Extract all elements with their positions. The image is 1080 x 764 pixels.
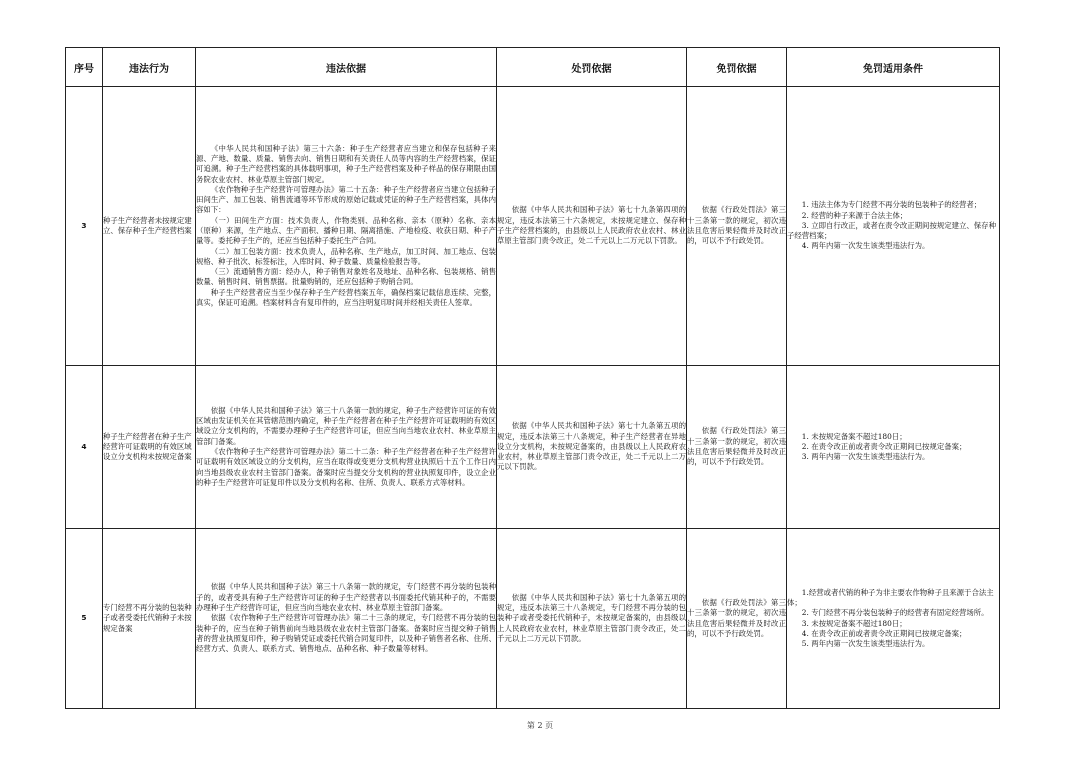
condition-item: 2. 在责令改正前或者责令改正期间已按规定备案； [801, 441, 967, 451]
exemption-basis [687, 366, 787, 529]
header-penalty: 处罚依据 [497, 48, 687, 87]
row-number: 3 [66, 87, 103, 366]
header-exempt: 免罚依据 [687, 48, 787, 87]
exemption-basis-text: 依据《行政处罚法》第三十三条第一款的规定，初次违法且危害后果轻微并及时改正的，可以不予行政处罚。 [687, 597, 786, 638]
condition-item: 1. 违法主体为专门经营不再分装的包装种子的经营者； [801, 200, 982, 210]
header-act: 违法行为 [103, 48, 196, 87]
penalty-basis-text: 依据《中华人民共和国种子法》第七十九条第五项的规定，违反本法第三十八条规定，种子生产经营者在异地设立分支机构，未按规定备案的，由县级以上人民政府农业农村，林业草原主管部门责令改正，处二千元以上二万元以下罚款。 [497, 421, 686, 472]
condition-item: 3. 未按规定备案不超过180日； [801, 618, 907, 628]
legal-basis [196, 87, 497, 366]
violation-text: 种子生产经营者未按规定建立、保存种子生产经营档案 [103, 87, 196, 366]
legal-basis-paragraph: 依据《中华人民共和国种子法》第三十八条第一款的规定，种子生产经营许可证的有效区域由发证机关在其管辖范围内确定，种子生产经营者在种子生产经营许可证载明的有效区域设立分支机构的，不需要办理种子生产经营许可证，但应当向当地农业农村、林业草原主管部门备案。 [196, 405, 496, 446]
table-header-row [66, 48, 1000, 87]
penalty-basis [497, 87, 687, 366]
penalty-exemption-table [65, 47, 1000, 709]
legal-basis-paragraph: 《中华人民共和国种子法》第三十六条：种子生产经营者应当建立和保存包括种子来源、产地、数量、质量、销售去向、销售日期和有关责任人员等内容的生产经营档案，保证可追溯。种子生产经营档案的具体载明事项，种子生产经营档案及种子样品的保存期限由国务院农业农村、林业草原主管部门规定。 [196, 143, 496, 184]
row-number: 4 [66, 366, 103, 529]
row-number: 5 [66, 529, 103, 709]
legal-basis-paragraph: （三）流通销售方面：经办人，种子销售对象姓名及地址、品种名称、包装规格、销售数量、销售时间、销售票据。批量购销的，还应包括种子购销合同。 [196, 267, 496, 287]
exemption-basis [687, 87, 787, 366]
penalty-basis [497, 529, 687, 709]
exemption-conditions [787, 87, 1000, 366]
header-basis: 违法依据 [196, 48, 497, 87]
table-row [66, 87, 1000, 366]
header-cond: 免罚适用条件 [787, 48, 1000, 87]
condition-item: 5. 两年内第一次发生该类型违法行为。 [801, 639, 930, 649]
condition-item: 1.经营或者代销的种子为非主要农作物种子且来源于合法主体； [787, 587, 994, 607]
header-num: 序号 [66, 48, 103, 87]
exemption-basis-text: 依据《行政处罚法》第三十三条第一款的规定，初次违法且危害后果轻微并及时改正的，可以不予行政处罚。 [687, 426, 786, 467]
legal-basis-paragraph: 《农作物种子生产经营许可管理办法》第二十二条：种子生产经营者在种子生产经营许可证载明有效区域设立的分支机构，应当在取得或变更分支机构营业执照后十五个工作日内向当地县级农业农村主管部门备案。备案时应当提交分支机构的营业执照复印件，设立企业的种子生产经营许可证复印件以及分支机构名称、住所、负责人、联系方式等材料。 [196, 447, 496, 487]
exemption-basis [687, 529, 787, 709]
exemption-basis-text: 依据《行政处罚法》第三十三条第一款的规定，初次违法且危害后果轻微并及时改正的，可以不予行政处罚。 [687, 205, 786, 246]
violation-text: 专门经营不再分装的包装种子或者受委托代销种子未按规定备案 [103, 529, 196, 709]
condition-item: 4. 在责令改正前或者责令改正期间已按规定备案； [801, 628, 967, 638]
table-row [66, 366, 1000, 529]
condition-item: 2. 经营的种子来源于合法主体； [801, 210, 908, 220]
exemption-conditions [787, 529, 1000, 709]
legal-basis [196, 366, 497, 529]
legal-basis-paragraph: 依据《农作物种子生产经营许可管理办法》第二十三条的规定，专门经营不再分装的包装种子的，应当在种子销售前向当地县级农业农村主管部门备案。备案时应当提交种子销售者的营业执照复印件，种子购销凭证或委托代销合同复印件，以及种子销售者名称、住所、经营方式、负责人、联系方式、销售地点、品种名称、种子数量等材料。 [196, 613, 496, 654]
legal-basis-paragraph: 《农作物种子生产经营许可管理办法》第二十五条：种子生产经营者应当建立包括种子田间生产、加工包装、销售流通等环节形成的原始记载或凭证的种子生产经营档案，具体内容如下： [196, 184, 496, 215]
penalty-basis-text: 依据《中华人民共和国种子法》第七十九条第五项的规定，违反本法第三十八条规定，专门经营不再分装的包装种子或者受委托代销种子，未按规定备案的，由县级以上人民政府农业农村，林业草原主管部门责令改正，处二千元以上二万元以下罚款。 [497, 592, 686, 643]
condition-item: 4. 两年内第一次发生该类型违法行为。 [801, 241, 930, 251]
legal-basis-paragraph: 种子生产经营者应当至少保存种子生产经营档案五年，确保档案记载信息连续、完整，真实，保证可追溯。档案材料含有复印件的，应当注明复印时间并经相关责任人签章。 [196, 287, 496, 308]
page-footer: 第 2 页 [526, 721, 554, 730]
violation-text: 种子生产经营者在种子生产经营许可证载明的有效区域设立分支机构未按规定备案 [103, 366, 196, 529]
legal-basis-paragraph: 依据《中华人民共和国种子法》第三十八条第一款的规定，专门经营不再分装的包装种子的，或者受具有种子生产经营许可证的种子生产经营者以书面委托代销其种子的，不需要办理种子生产经营许可证，但应当向当地农业农村、林业草原主管部门备案。 [196, 582, 496, 613]
condition-item: 3. 两年内第一次发生该类型违法行为。 [801, 452, 930, 462]
penalty-basis [497, 366, 687, 529]
legal-basis-paragraph: （一）田间生产方面：技术负责人，作物类别、品种名称、亲本（原种）名称、亲本（原种）来源，生产地点、生产面积、播种日期、隔离措施、产地检疫、收获日期、种子产量等。委托种子生产的，还应当包括种子委托生产合同。 [196, 215, 496, 246]
exemption-conditions [787, 366, 1000, 529]
condition-item: 3. 立即自行改正，或者在责令改正期间按规定建立、保存种子经营档案； [787, 220, 996, 241]
legal-basis [196, 529, 497, 709]
condition-item: 1. 未按规定备案不超过180日； [801, 431, 907, 441]
condition-item: 2. 专门经营不再分装包装种子的经营者有固定经营场所。 [801, 608, 989, 618]
penalty-basis-text: 依据《中华人民共和国种子法》第七十九条第四项的规定，违反本法第三十六条规定，未按规定建立、保存种子生产经营档案的，由县级以上人民政府农业农村、林业草原主管部门责令改正，处二千元以上二万元以下罚款。 [497, 205, 686, 246]
table-row [66, 529, 1000, 709]
legal-basis-paragraph: （二）加工包装方面：技术负责人，品种名称、生产地点，加工时间、加工地点、包装规格、种子批次、标签标注，入库时间、种子数量、质量检验报告等。 [196, 246, 496, 266]
